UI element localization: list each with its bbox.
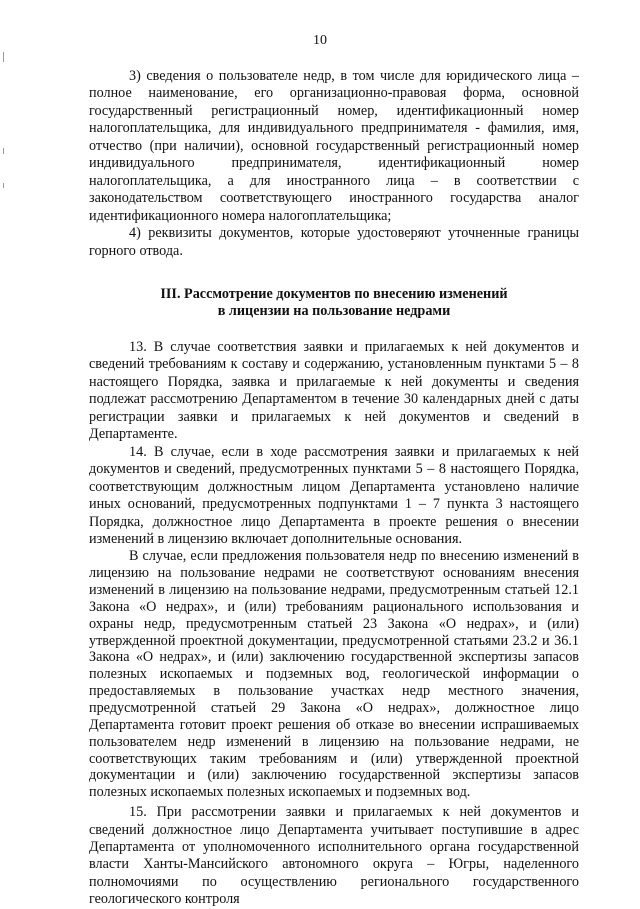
section-heading — [89, 286, 579, 321]
margin-mark — [3, 52, 4, 62]
paragraph-14: 14. В случае, если в ходе рассмотрения заявки и прилагаемых к ней документов и сведений, предусмотренных пунктами 5 – 8 настоящего Порядка, соответствующим должностным лицом Департамента установлено наличие иных оснований, предусмотренных подпунктами 1 – 7 пункта 3 настоящего Порядка, должностное лицо Департамента в проекте решения о внесении изменений в лицензию включает дополнительные основания. — [89, 443, 579, 547]
section-heading-line-2: в лицензии на пользование недрами — [217, 303, 451, 320]
section-heading-line-1: III. Рассмотрение документов по внесению изменений — [160, 285, 508, 302]
paragraph-13: 13. В случае соответствия заявки и прилагаемых к ней документов и сведений требованиям к составу и содержанию, установленным пунктами 5 – 8 настоящего Порядка, заявка и прилагаемые к ней документы и сведения подлежат рассмотрению Департаментом в течение 30 календарных дней с даты регистрации заявки и прилагаемых к ней документов и сведений в Департаменте. — [89, 338, 579, 443]
paragraph-item-3: 3) сведения о пользователе недр, в том числе для юридического лица – полное наименование, его организационно-правовая форма, основной государственный регистрационный номер, идентификационный номер налогоплательщика, для индивидуального предпринимателя - фамилия, имя, отчество (при наличии), основной государственный регистрационный номер индивидуального предпринимателя, идентификационный номер налогоплательщика, а для иностранного лица – в соответствии с законодательством соответствующего иностранного государства аналог идентификационного номера налогоплательщика; — [89, 68, 579, 224]
page-number: 10 — [313, 33, 327, 48]
margin-mark — [3, 183, 4, 188]
paragraph-14-continued: В случае, если предложения пользователя недр по внесению изменений в лицензию на пользование недрами не соответствуют основаниям внесения изменений в лицензию на пользование недрами, предусмотренным статьей 12.1 Закона «О недрах», и (или) требованиям рационального использования и охраны недр, предусмотренным статьей 23 Закона «О недрах», и (или) утвержденной проектной документации, предусмотренной статьями 23.2 и 36.1 Закона «О недрах», и (или) заключению государственной экспертизы запасов полезных ископаемых и подземных вод, геологической информации о предоставляемых в пользование участках недр местного значения, предусмотренной статьей 29 Закона «О недрах», должностное лицо Департамента готовит проект решения об отказе во внесении испрашиваемых пользователем недр изменений в лицензию на пользование недрами, не соответствующих таким требованиям и (или) утвержденной проектной документации и (или) заключению государственной экспертизы запасов полезных ископаемых полезных ископаемых и подземных вод. — [89, 548, 579, 801]
paragraph-item-4: 4) реквизиты документов, которые удостоверяют уточненные границы горного отвода. — [89, 225, 579, 259]
paragraph-15: 15. При рассмотрении заявки и прилагаемых к ней документов и сведений должностное лицо Департамента учитывает поступившие в адрес Департамента от уполномоченного исполнительного органа государственной власти Ханты-Мансийского автономного округа – Югры, наделенного полномочиями по осуществлению регионального государственного геологического контроля — [89, 804, 579, 908]
margin-mark — [3, 148, 4, 154]
document-body — [89, 68, 579, 909]
